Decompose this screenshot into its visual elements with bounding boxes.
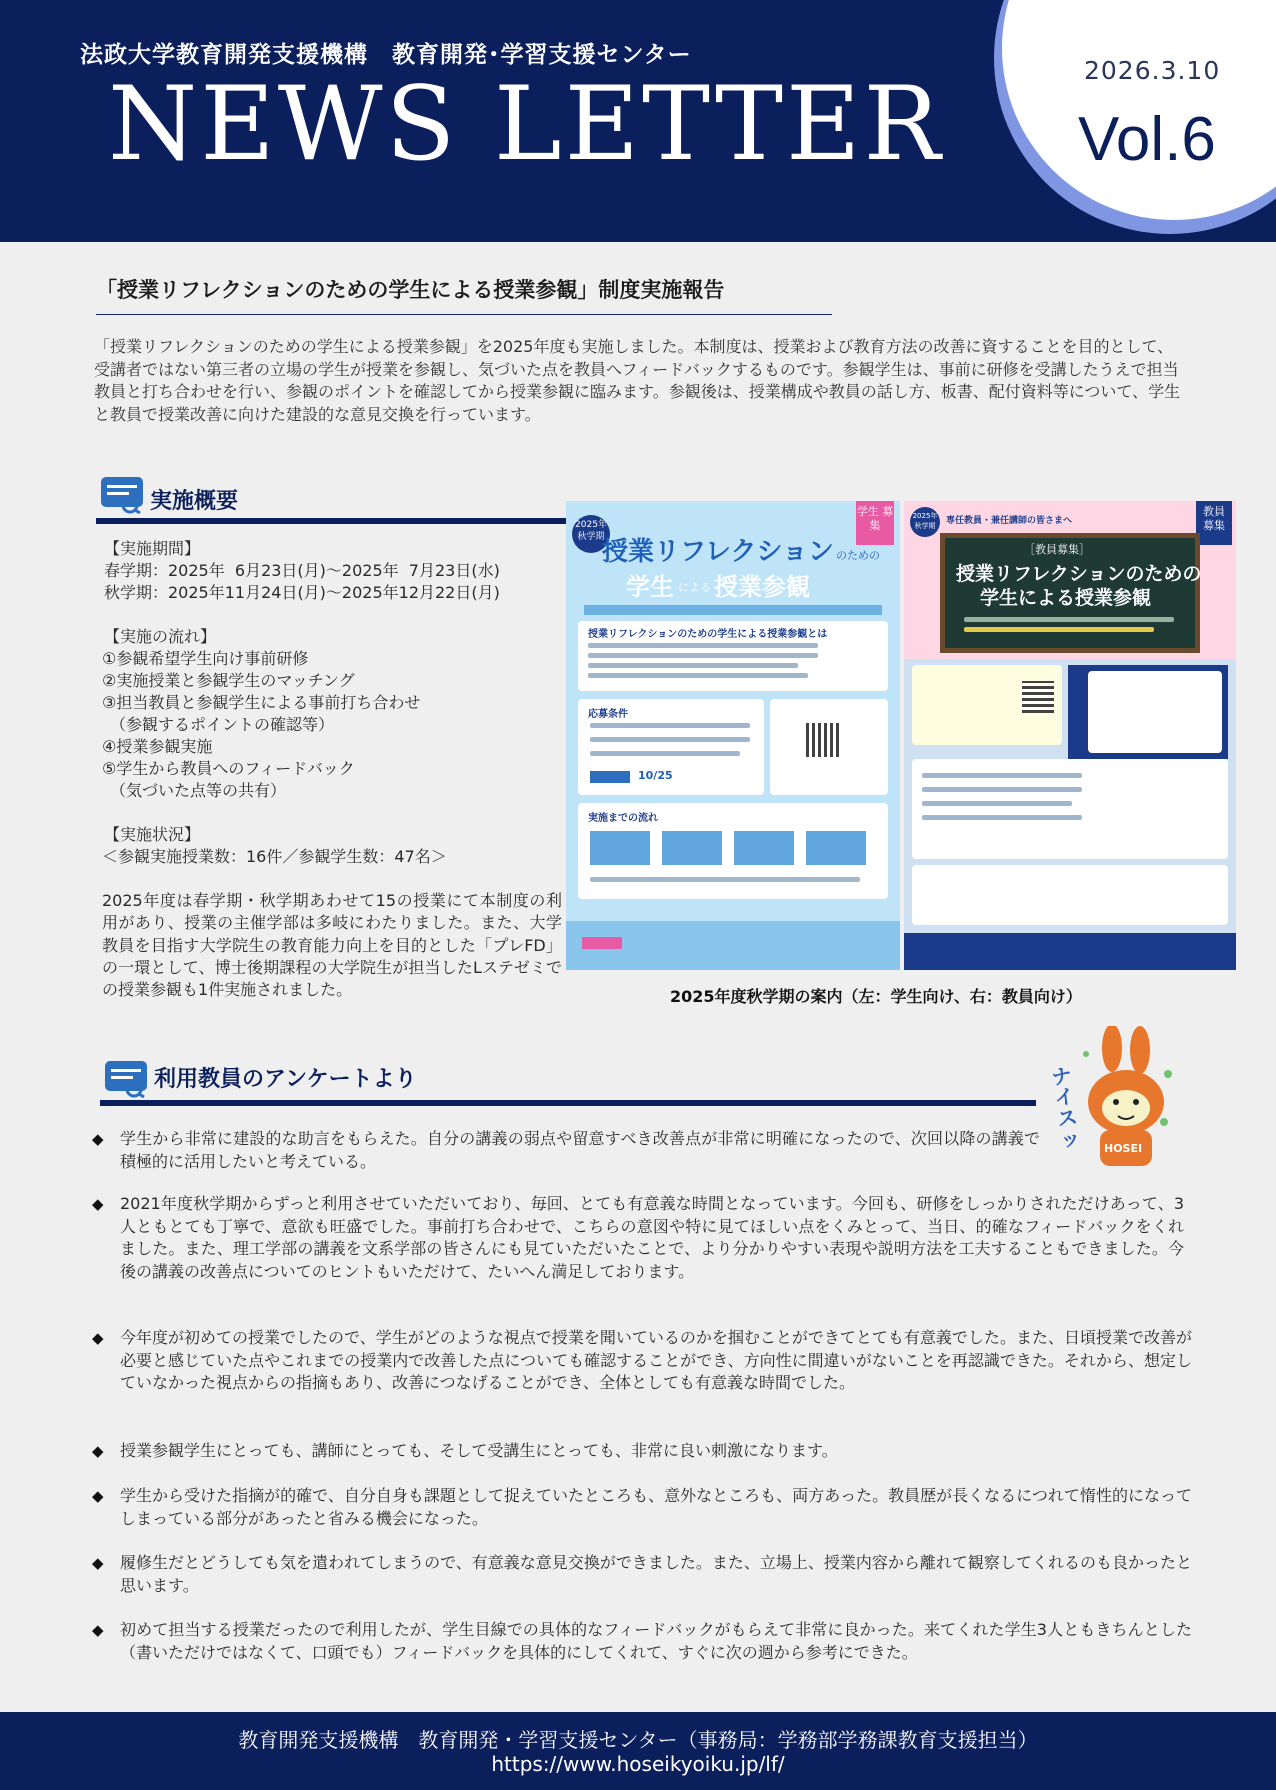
flow-step: ①参観希望学生向け事前研修 bbox=[102, 649, 309, 668]
flyer-strip bbox=[584, 605, 882, 615]
flyer-section-heading: 応募条件 bbox=[588, 709, 628, 720]
flyer-date: 10/25 bbox=[638, 769, 673, 782]
section-card-icon bbox=[104, 1060, 148, 1098]
survey-comment: 学生から受けた指摘が的確で、自分自身も課題として捉えていたところも、意外なところも、両方あった。教員歴が長くなるにつれて惰性的になってしまっている部分があったと省みる機会になった。 bbox=[120, 1486, 1192, 1528]
flyer-board-tag: ［教員募集］ bbox=[1024, 543, 1090, 556]
volume-number: Vol.6 bbox=[1078, 105, 1216, 174]
flyer-top-text: 専任教員・兼任講師の皆さまへ bbox=[946, 516, 1073, 526]
flow-step: ④授業参観実施 bbox=[102, 737, 213, 756]
flyer-section-heading: 授業リフレクションのための学生による授業参観とは bbox=[588, 629, 828, 640]
bullet-diamond-icon: ◆ bbox=[92, 1554, 104, 1572]
overview-heading: 実施概要 bbox=[150, 489, 239, 514]
article-title: 「授業リフレクションのための学生による授業参観」制度実施報告 bbox=[96, 278, 725, 302]
survey-comment: 2021年度秋学期からずっと利用させていただいており、毎回、とても有意義な時間となっています。今回も、研修をしっかりされただけあって、3人ともとても丁寧で、意欲も旺盛でした。事前打ち合わせで、こちらの意図や特に見てほしい点をくみとって、当日、的確なフィードバックをくれました。また、理工学部の講義を文系学部の皆さんにも見ていただいたことで、より分かりやすい表現や説明方法を工夫することもできました。今後の講義の改善点についてのヒントもいただけて、たいへん満足しております。 bbox=[120, 1194, 1184, 1281]
survey-comment: 授業参観学生にとっても、講師にとっても、そして受講生にとっても、非常に良い刺激になります。 bbox=[120, 1441, 838, 1460]
student-flyer-image bbox=[566, 501, 900, 970]
bullet-diamond-icon: ◆ bbox=[92, 1130, 104, 1148]
mascot-badge: HOSEI bbox=[1104, 1142, 1143, 1155]
period-label: 【実施期間】 bbox=[104, 539, 201, 558]
flyer-badge: 2025年 秋学期 bbox=[572, 515, 610, 553]
bullet-diamond-icon: ◆ bbox=[92, 1442, 104, 1460]
bullet-diamond-icon: ◆ bbox=[92, 1487, 104, 1505]
flow-step: ⑤学生から教員へのフィードバック bbox=[102, 759, 355, 778]
flyer-title-connector: のための bbox=[836, 549, 880, 562]
newsletter-title: NEWS LETTER bbox=[108, 65, 944, 184]
flow-step-note: （参観するポイントの確認等） bbox=[102, 715, 335, 734]
title-underline bbox=[96, 314, 832, 315]
flow-step-note: （気づいた点等の共有） bbox=[102, 781, 287, 800]
flyer-board-subtitle: 学生による授業参観 bbox=[980, 587, 1152, 609]
survey-comment: 初めて担当する授業だったので利用したが、学生目線での具体的なフィードバックがもらえて非常に良かった。来てくれた学生3人ともきちんとした（書いただけではなくて、口頭でも）フィードバックを具体的にしてくれて、すぐに次の週から参考にできた。 bbox=[120, 1620, 1192, 1662]
footer-url-link[interactable]: https://www.hoseikyoiku.jp/lf/ bbox=[491, 1752, 785, 1776]
bullet-diamond-icon: ◆ bbox=[92, 1195, 104, 1213]
flyer-title-student: 学生 bbox=[626, 573, 674, 601]
flow-label: 【実施の流れ】 bbox=[104, 627, 217, 646]
mascot-speech: ナイスッ bbox=[1049, 1063, 1082, 1152]
flyer-title-main: 授業リフレクション bbox=[602, 537, 834, 567]
flyer-title-observation: 授業参観 bbox=[714, 573, 810, 601]
flow-step: ③担当教員と参観学生による事前打ち合わせ bbox=[102, 693, 421, 712]
survey-comment: 学生から非常に建設的な助言をもらえた。自分の講義の弱点や留意すべき改善点が非常に明確になったので、次回以降の講義で積極的に活用したいと考えている。 bbox=[120, 1129, 1040, 1171]
flyer-section-heading: 実施までの流れ bbox=[588, 813, 658, 824]
issue-date: 2026.3.10 bbox=[1084, 56, 1221, 85]
article-intro: 「授業リフレクションのための学生による授業参観」を2025年度も実施しました。本制度は、授業および教育方法の改善に資することを目的として、受講者ではない第三者の立場の学生が授業を参観し、気づいた点を教員へフィードバックするものです。参観学生は、事前に研修を受講したうえで担当教員と打ち合わせを行い、参観のポイントを確認してから授業参観に臨みます。参観後は、授業構成や教員の話し方、板書、配付資料等について、学生と教員で授業改善に向けた建設的な意見交換を行っています。 bbox=[94, 337, 1181, 424]
bullet-diamond-icon: ◆ bbox=[92, 1329, 104, 1347]
qr-code-icon bbox=[1022, 681, 1054, 713]
section-card-icon bbox=[100, 476, 144, 514]
bullet-diamond-icon: ◆ bbox=[92, 1621, 104, 1639]
figure-caption: 2025年度秋学期の案内（左：学生向け、右：教員向け） bbox=[670, 987, 1082, 1006]
spring-period: 春学期：2025年 6月23日(月)～2025年 7月23日(水) bbox=[104, 561, 500, 580]
footer-organization: 教育開発支援機構 教育開発・学習支援センター（事務局：学務部学務課教育支援担当） bbox=[238, 1728, 1038, 1752]
overview-heading-bar bbox=[96, 518, 566, 524]
status-counts: ＜参観実施授業数：16件／参観学生数：47名＞ bbox=[102, 847, 447, 866]
flyer-corner-tag: 教員 募集 bbox=[1196, 501, 1232, 545]
status-label: 【実施状況】 bbox=[104, 825, 201, 844]
flyer-title-by: による bbox=[678, 581, 711, 594]
status-description: 2025年度は春学期・秋学期あわせて15の授業にて本制度の利用があり、授業の主催学部は多岐にわたりました。また、大学教員を目指す大学院生の教育能力向上を目的とした「プレFD」の一環として、博士後期課程の大学院生が担当したLステゼミでの授業参観も1件実施されました。 bbox=[102, 891, 562, 1000]
survey-comment: 今年度が初めての授業でしたので、学生がどのような視点で授業を聞いているのかを掴むことができてとても有意義でした。また、日頃授業で改善が必要と感じていた点やこれまでの授業内で改善した点についても確認することができ、方向性に間違いがないことを再認識できた。それから、想定していなかった視点からの指摘もあり、改善につなげることができ、全体としても有意義な時間でした。 bbox=[120, 1328, 1192, 1392]
faculty-flyer-image bbox=[904, 501, 1236, 970]
qr-code-icon bbox=[806, 723, 840, 757]
flow-step: ②実施授業と参観学生のマッチング bbox=[102, 671, 355, 690]
flyer-badge: 2025年 秋学期 bbox=[910, 507, 940, 537]
flyer-board-title: 授業リフレクションのための bbox=[956, 563, 1202, 585]
autumn-period: 秋学期：2025年11月24日(月)～2025年12月22日(月) bbox=[104, 583, 500, 602]
flyer-corner-tag: 学生 募集 bbox=[856, 501, 894, 545]
survey-comment: 履修生だとどうしても気を遣われてしまうので、有意義な意見交換ができました。また、立場上、授業内容から離れて観察してくれるのも良かったと思います。 bbox=[120, 1553, 1192, 1595]
survey-heading-bar bbox=[100, 1100, 1036, 1106]
organization-line: 法政大学教育開発支援機構 教育開発･学習支援センター bbox=[80, 42, 692, 68]
survey-heading: 利用教員のアンケートより bbox=[154, 1067, 417, 1092]
